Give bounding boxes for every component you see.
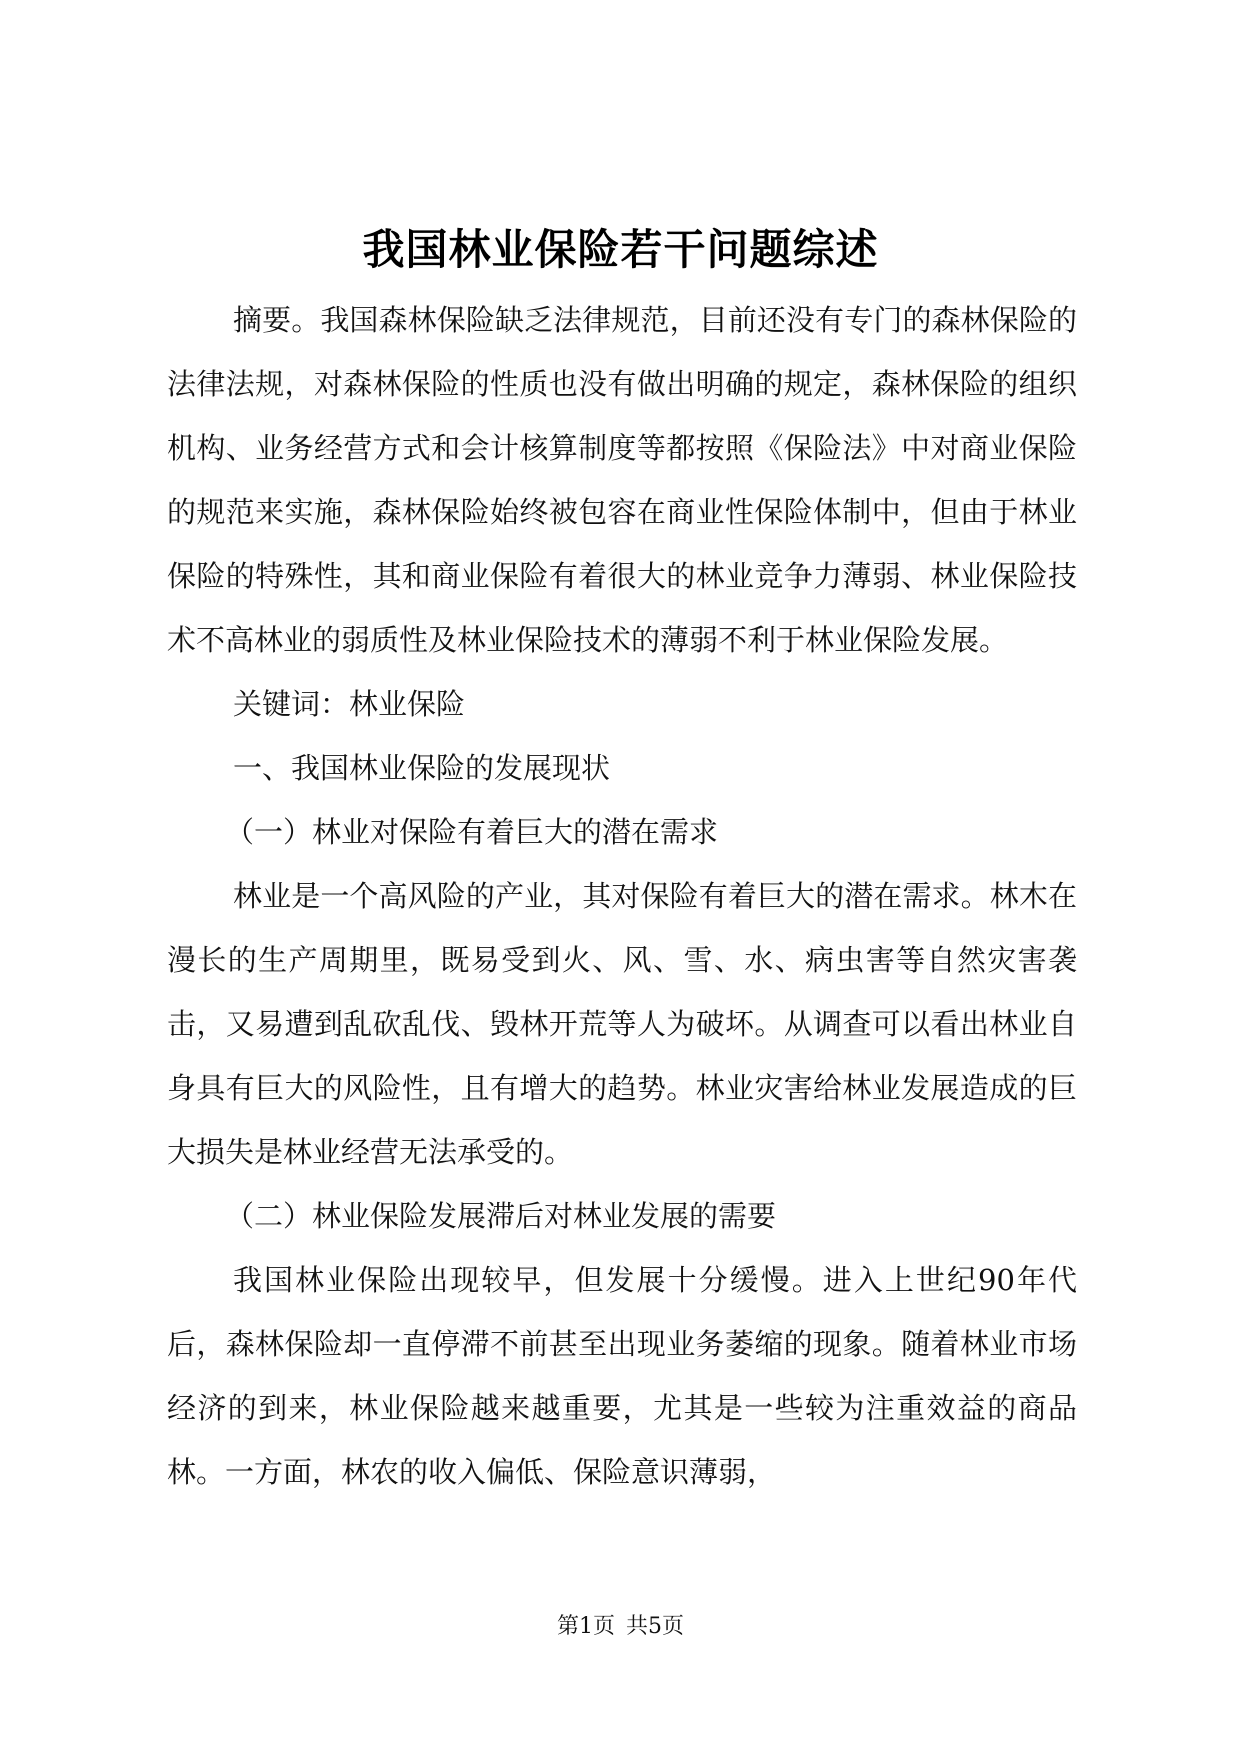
keywords-line: 关键词：林业保险: [233, 687, 466, 721]
page-number: 第1页: [557, 1614, 615, 1639]
document-body: [167, 288, 1077, 1504]
section-heading: 一、我国林业保险的发展现状: [233, 751, 611, 785]
document-title: 我国林业保险若干问题综述: [362, 225, 879, 274]
body-paragraph: 我国林业保险出现较早，但发展十分缓慢。进入上世纪90年代后，森林保险却一直停滞不前甚至出现业务萎缩的现象。随着林业市场经济的到来，林业保险越来越重要，尤其是一些较为注重效益的商品林。一方面，林农的收入偏低、保险意识薄弱，: [167, 1263, 1077, 1489]
page-footer: [0, 1612, 1241, 1642]
total-pages: 共5页: [626, 1614, 684, 1639]
abstract-paragraph: 摘要。我国森林保险缺乏法律规范，目前还没有专门的森林保险的法律法规，对森林保险的性质也没有做出明确的规定，森林保险的组织机构、业务经营方式和会计核算制度等都按照《保险法》中对商业保险的规范来实施，森林保险始终被包容在商业性保险体制中，但由于林业保险的特殊性，其和商业保险有着很大的林业竞争力薄弱、林业保险技术不高林业的弱质性及林业保险技术的薄弱不利于林业保险发展。: [167, 303, 1077, 657]
subsection-heading: （一）林业对保险有着巨大的潜在需求: [225, 815, 719, 849]
subsection-heading: （二）林业保险发展滞后对林业发展的需要: [225, 1199, 777, 1233]
body-paragraph: 林业是一个高风险的产业，其对保险有着巨大的潜在需求。林木在漫长的生产周期里，既易受到火、风、雪、水、病虫害等自然灾害袭击，又易遭到乱砍乱伐、毁林开荒等人为破坏。从调查可以看出林业自身具有巨大的风险性，且有增大的趋势。林业灾害给林业发展造成的巨大损失是林业经营无法承受的。: [167, 879, 1077, 1169]
